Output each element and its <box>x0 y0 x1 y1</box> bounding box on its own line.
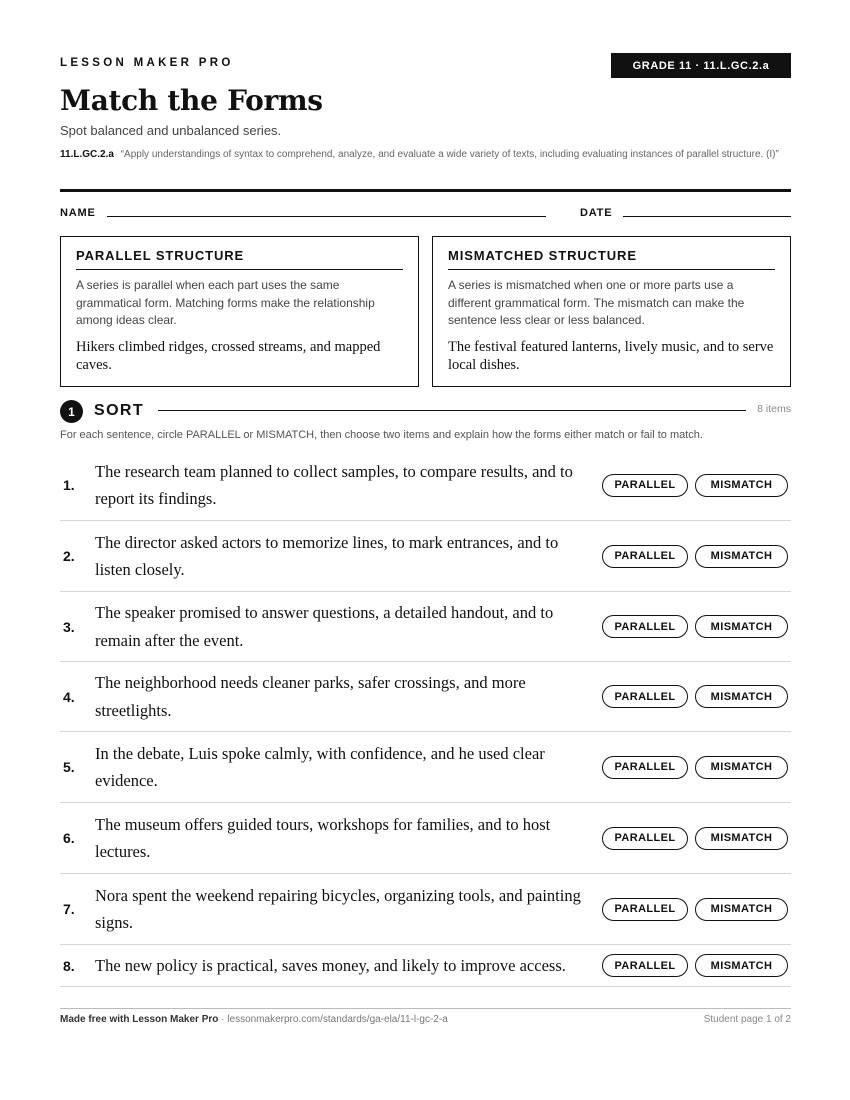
item-number: 5. <box>63 759 75 775</box>
item-sentence: The new policy is practical, saves money, and likely to improve access. <box>95 955 566 975</box>
item-choices <box>602 827 788 850</box>
parallel-choice[interactable]: PARALLEL <box>602 545 688 568</box>
item-choices <box>602 474 788 497</box>
box-example: The festival featured lanterns, lively music, and to serve local dishes. <box>448 338 774 373</box>
parallel-choice[interactable]: PARALLEL <box>602 756 688 779</box>
item-sentence: In the debate, Luis spoke calmly, with confidence, and he used clear evidence. <box>95 743 545 790</box>
list-item <box>60 732 791 803</box>
item-number: 7. <box>63 901 75 917</box>
date-label: DATE <box>580 207 613 219</box>
list-item <box>60 450 791 521</box>
section-number-badge: 1 <box>60 400 83 423</box>
item-choices <box>602 898 788 921</box>
brand-name: LESSON MAKER PRO <box>60 57 234 69</box>
footer-page-number: Student page 1 of 2 <box>703 1014 791 1025</box>
page-subtitle: Spot balanced and unbalanced series. <box>60 123 282 138</box>
item-number: 2. <box>63 548 75 564</box>
item-number: 8. <box>63 957 75 974</box>
parallel-choice[interactable]: PARALLEL <box>602 898 688 921</box>
parallel-choice[interactable]: PARALLEL <box>602 827 688 850</box>
mismatch-choice[interactable]: MISMATCH <box>695 954 788 977</box>
parallel-choice[interactable]: PARALLEL <box>602 474 688 497</box>
mismatch-choice[interactable]: MISMATCH <box>695 474 788 497</box>
footer-divider <box>60 1008 791 1009</box>
list-item <box>60 592 791 662</box>
box-description: A series is mismatched when one or more parts use a different grammatical form. The mismatch can make the sentence less clear or less balanced. <box>448 278 745 327</box>
item-sentence: The research team planned to collect samples, to compare results, and to report its findings. <box>95 461 573 508</box>
header-divider <box>60 189 791 192</box>
mismatch-choice[interactable]: MISMATCH <box>695 898 788 921</box>
mismatch-choice[interactable]: MISMATCH <box>695 545 788 568</box>
section-instructions: For each sentence, circle PARALLEL or MISMATCH, then choose two items and explain how the forms either match or fail to match. <box>60 429 703 441</box>
standard-text: “Apply understandings of syntax to comprehend, analyze, and evaluate a wide variety of texts, including evaluating instances of parallel structure. (I)” <box>120 149 779 160</box>
parallel-choice[interactable]: PARALLEL <box>602 615 688 638</box>
worksheet-page <box>60 0 791 1100</box>
parallel-choice[interactable]: PARALLEL <box>602 685 688 708</box>
standard-code: 11.L.GC.2.a <box>60 149 114 160</box>
date-field[interactable] <box>623 216 791 217</box>
box-example: Hikers climbed ridges, crossed streams, and mapped caves. <box>76 338 381 373</box>
item-sentence: The neighborhood needs cleaner parks, safer crossings, and more streetlights. <box>95 673 526 720</box>
item-sentence: The director asked actors to memorize lines, to mark entrances, and to listen closely. <box>95 532 559 579</box>
section-rule <box>158 410 746 411</box>
item-number: 1. <box>63 477 75 493</box>
parallel-structure-box <box>60 236 419 387</box>
standard-statement <box>60 147 791 162</box>
mismatch-choice[interactable]: MISMATCH <box>695 685 788 708</box>
item-choices <box>602 545 788 568</box>
footer-credit <box>60 1014 448 1025</box>
item-number: 3. <box>63 618 75 635</box>
mismatched-structure-box <box>432 236 791 387</box>
page-title: Match the Forms <box>60 84 323 117</box>
item-choices <box>602 954 788 977</box>
box-description: A series is parallel when each part uses the same grammatical form. Matching forms make the relationship among ideas clear. <box>76 278 375 327</box>
footer-url[interactable]: · lessonmakerpro.com/standards/ga-ela/11-l-gc-2-a <box>221 1014 448 1025</box>
list-item <box>60 662 791 732</box>
mismatch-choice[interactable]: MISMATCH <box>695 756 788 779</box>
footer-made-with: Made free with Lesson Maker Pro <box>60 1014 219 1025</box>
section-title: SORT <box>94 402 145 419</box>
item-choices <box>602 685 788 708</box>
sentence-list <box>60 450 791 987</box>
mismatch-choice[interactable]: MISMATCH <box>695 827 788 850</box>
list-item <box>60 945 791 987</box>
item-choices <box>602 615 788 638</box>
grade-badge: GRADE 11 · 11.L.GC.2.a <box>611 53 791 78</box>
list-item <box>60 521 791 592</box>
item-number: 4. <box>63 688 75 705</box>
item-sentence: The museum offers guided tours, workshops for families, and to host lectures. <box>95 814 551 861</box>
name-label: NAME <box>60 207 96 219</box>
item-choices <box>602 756 788 779</box>
name-field[interactable] <box>107 216 546 217</box>
list-item <box>60 874 791 945</box>
section-item-count: 8 items <box>757 403 791 415</box>
box-title: PARALLEL STRUCTURE <box>76 248 403 270</box>
item-number: 6. <box>63 830 75 846</box>
box-title: MISMATCHED STRUCTURE <box>448 248 775 270</box>
mismatch-choice[interactable]: MISMATCH <box>695 615 788 638</box>
list-item <box>60 803 791 874</box>
parallel-choice[interactable]: PARALLEL <box>602 954 688 977</box>
item-sentence: The speaker promised to answer questions, a detailed handout, and to remain after the event. <box>95 603 554 650</box>
item-sentence: Nora spent the weekend repairing bicycles, organizing tools, and painting signs. <box>95 885 581 932</box>
